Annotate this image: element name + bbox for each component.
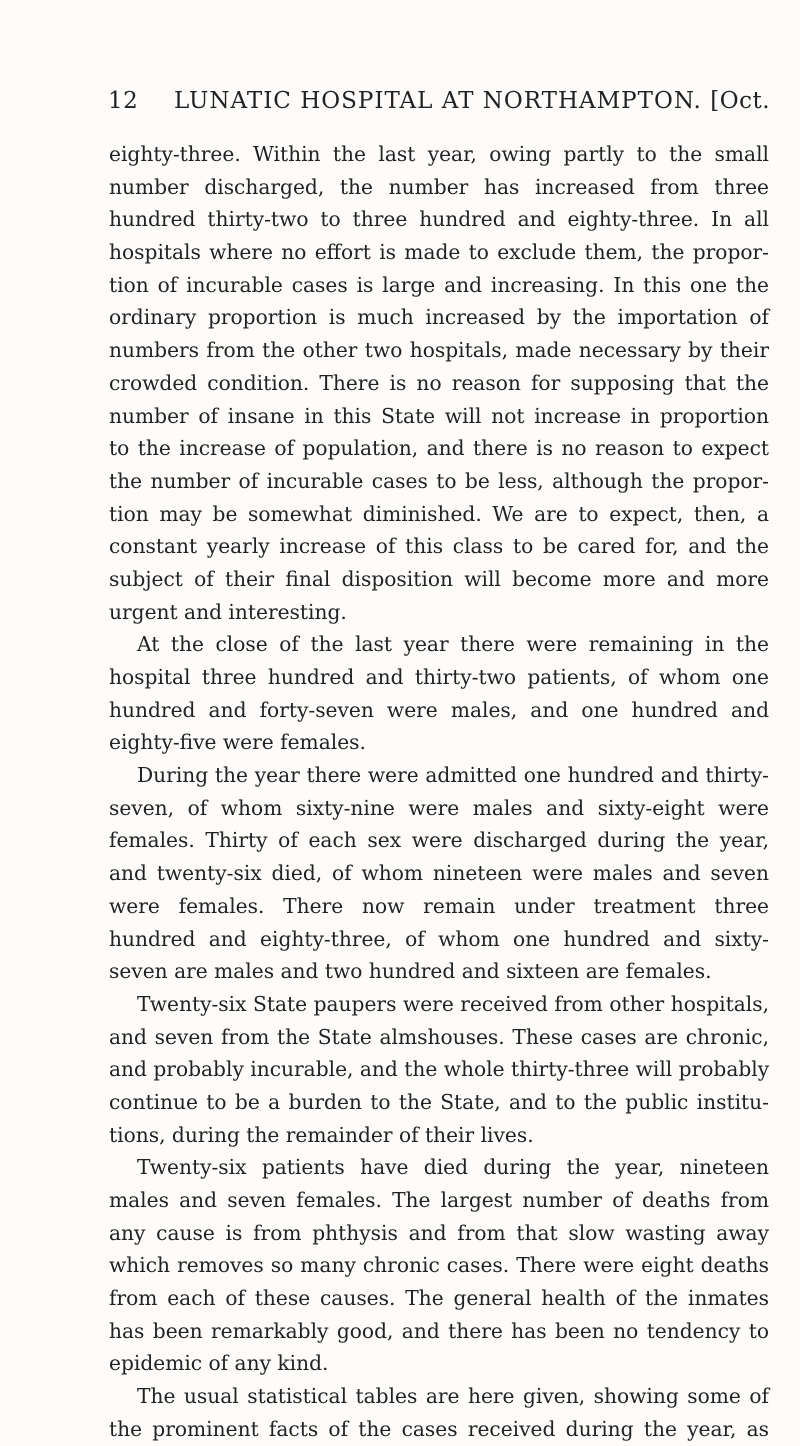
text-line: Twenty-six State paupers were received from other hospitals,	[137, 991, 769, 1016]
text-line: females. Thirty of each sex were discharged during the year,	[109, 828, 769, 853]
text-line: males and seven females. The largest number of deaths from	[109, 1188, 769, 1212]
text-line: the prominent facts of the cases received during the year, as	[109, 1416, 769, 1441]
text-line: tions, during the remainder of their lives.	[109, 1122, 534, 1147]
text-line: hundred thirty-two to three hundred and eighty-three. In all	[109, 207, 769, 232]
text-line: tion of incurable cases is large and increasing. In this one the	[109, 272, 769, 297]
text-line: eighty-three. Within the last year, owing partly to the small	[109, 142, 769, 166]
text-line: hospitals where no effort is made to exclude them, the propor-	[109, 240, 769, 265]
text-line: and seven from the State almshouses. These cases are chronic,	[109, 1024, 769, 1049]
text-line: has been remarkably good, and there has been no tendency to	[109, 1318, 769, 1343]
text-line: numbers from the other two hospitals, made necessary by their	[109, 338, 769, 363]
text-line: epidemic of any kind.	[109, 1351, 329, 1376]
text-line: any cause is from phthysis and from that slow wasting away	[109, 1220, 769, 1245]
text-line: number of insane in this State will not increase in proportion	[109, 403, 769, 428]
text-line: The usual statistical tables are here given, showing some of	[137, 1384, 769, 1409]
header-date: [Oct.	[710, 88, 770, 114]
text-line: and probably incurable, and the whole thirty-three will probably	[109, 1057, 770, 1082]
text-line: At the close of the last year there were remaining in the	[137, 632, 769, 657]
text-line: tion may be somewhat diminished. We are to expect, then, a	[109, 501, 769, 526]
text-line: urgent and interesting.	[109, 599, 347, 624]
text-line: continue to be a burden to the State, and to the public institu-	[109, 1089, 769, 1114]
text-line: subject of their final disposition will become more and more	[109, 566, 769, 591]
text-line: from each of these causes. The general health of the inmates	[109, 1286, 769, 1311]
text-line: hospital three hundred and thirty-two patients, of whom one	[109, 665, 769, 689]
text-line: were females. There now remain under treatment three	[109, 893, 769, 918]
page-header	[108, 88, 770, 128]
text-line: seven, of whom sixty-nine were males and sixty-eight were	[109, 795, 769, 820]
text-line: constant yearly increase of this class to be cared for, and the	[109, 534, 769, 559]
page-number: 12	[108, 88, 139, 114]
text-line: the number of incurable cases to be less, although the propor-	[109, 468, 769, 493]
text-line: which removes so many chronic cases. There were eight deaths	[109, 1253, 769, 1278]
text-line: During the year there were admitted one hundred and thirty-	[137, 763, 769, 788]
text-line: ordinary proportion is much increased by the importation of	[109, 305, 769, 330]
text-line: hundred and forty-seven were males, and one hundred and	[109, 697, 769, 722]
text-line: Twenty-six patients have died during the year, nineteen	[137, 1155, 769, 1180]
body-text	[109, 138, 769, 1446]
text-line: to the increase of population, and there is no reason to expect	[109, 436, 769, 461]
text-line: and twenty-six died, of whom nineteen were males and seven	[109, 861, 769, 886]
text-line: seven are males and two hundred and sixteen are females.	[109, 959, 712, 984]
text-line: number discharged, the number has increased from three	[109, 174, 769, 199]
running-title: LUNATIC HOSPITAL AT NORTHAMPTON.	[174, 88, 702, 114]
text-line: hundred and eighty-three, of whom one hundred and sixty-	[109, 926, 769, 951]
text-line: eighty-five were females.	[109, 730, 366, 755]
text-line: crowded condition. There is no reason for supposing that the	[109, 370, 769, 395]
